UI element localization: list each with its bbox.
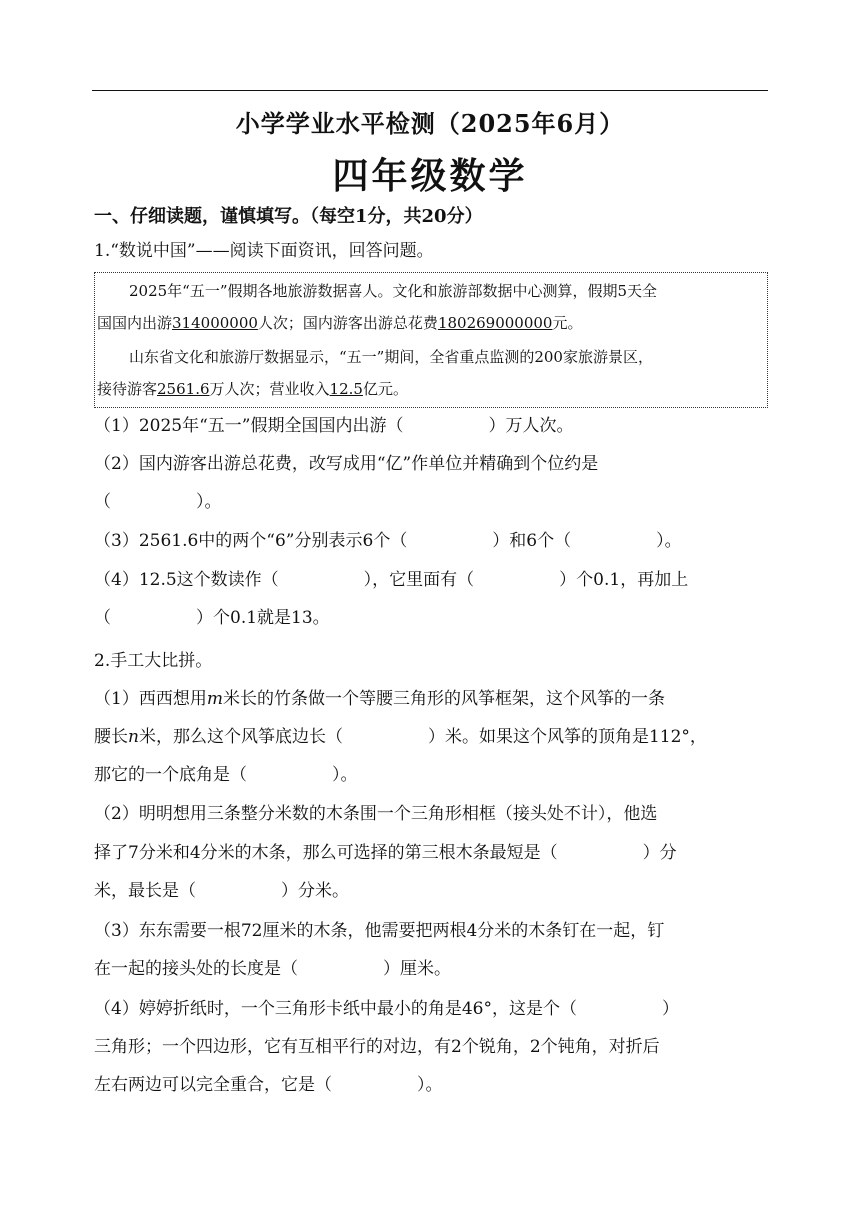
q2-part-4-line-2: 三角形；一个四边形，它有互相平行的对边，有2个锐角，2个钝角，对折后 xyxy=(94,1037,660,1057)
q1-part-4-line-2: （ ）个0.1就是13。 xyxy=(94,608,330,628)
q2-part-1-line-3: 那它的一个底角是（ ）。 xyxy=(94,765,358,785)
underlined-number: 314000000 xyxy=(172,314,258,332)
info-line-3: 山东省文化和旅游厅数据显示，“五一”期间，全省重点监测的200家旅游景区， xyxy=(129,348,653,366)
info-line-4: 接待游客2561.6万人次；营业收入12.5亿元。 xyxy=(97,380,408,398)
q2-part-3-line-1: （3）东东需要一根72厘米的木条，他需要把两根4分米的木条钉在一起，钉 xyxy=(94,921,665,941)
top-rule xyxy=(92,90,768,91)
q1-part-1: （1）2025年“五一”假期全国国内出游（ ）万人次。 xyxy=(94,416,574,436)
q2-part-4-line-1: （4）婷婷折纸时，一个三角形卡纸中最小的角是46°，这是个（ ） xyxy=(94,999,679,1019)
info-box xyxy=(94,272,768,408)
underlined-number: 12.5 xyxy=(329,380,363,398)
q2-part-3-line-2: 在一起的接头处的长度是（ ）厘米。 xyxy=(94,959,451,979)
q1-part-4-line-1: （4）12.5这个数读作（ ），它里面有（ ）个0.1，再加上 xyxy=(94,570,689,590)
question-1-intro: 1.“数说中国”——阅读下面资讯，回答问题。 xyxy=(94,241,434,261)
exam-title: 小学学业水平检测（2025年6月） xyxy=(235,109,625,138)
q1-part-2-line-1: （2）国内游客出游总花费，改写成用“亿”作单位并精确到个位约是 xyxy=(94,454,599,474)
q2-part-2-line-3: 米，最长是（ ）分米。 xyxy=(94,881,349,901)
q1-part-2-line-2: （ ）。 xyxy=(94,492,222,512)
info-line-1: 2025年“五一”假期各地旅游数据喜人。文化和旅游部数据中心测算，假期5天全 xyxy=(129,282,658,300)
q2-part-4-line-3: 左右两边可以完全重合，它是（ ）。 xyxy=(94,1075,443,1095)
q1-part-3: （3）2561.6中的两个“6”分别表示6个（ ）和6个（ ）。 xyxy=(94,531,682,551)
underlined-number: 2561.6 xyxy=(157,380,210,398)
question-2-intro: 2.手工大比拼。 xyxy=(94,651,213,671)
underlined-number: 180269000000 xyxy=(437,314,553,332)
info-line-2: 国国内出游314000000人次；国内游客出游总花费180269000000元。 xyxy=(97,314,583,332)
q2-part-2-line-2: 择了7分米和4分米的木条，那么可选择的第三根木条最短是（ ）分 xyxy=(94,843,677,863)
exam-subject-title: 四年级数学 xyxy=(332,155,528,197)
section-heading: 一、仔细读题，谨慎填写。（每空1分，共20分） xyxy=(94,206,483,227)
q2-part-2-line-1: （2）明明想用三条整分米数的木条围一个三角形相框（接头处不计），他选 xyxy=(94,804,658,824)
q2-part-1-line-2: 腰长n米，那么这个风筝底边长（ ）米。如果这个风筝的顶角是112°， xyxy=(94,727,707,747)
q2-part-1-line-1: （1）西西想用m米长的竹条做一个等腰三角形的风筝框架，这个风筝的一条 xyxy=(94,689,665,709)
